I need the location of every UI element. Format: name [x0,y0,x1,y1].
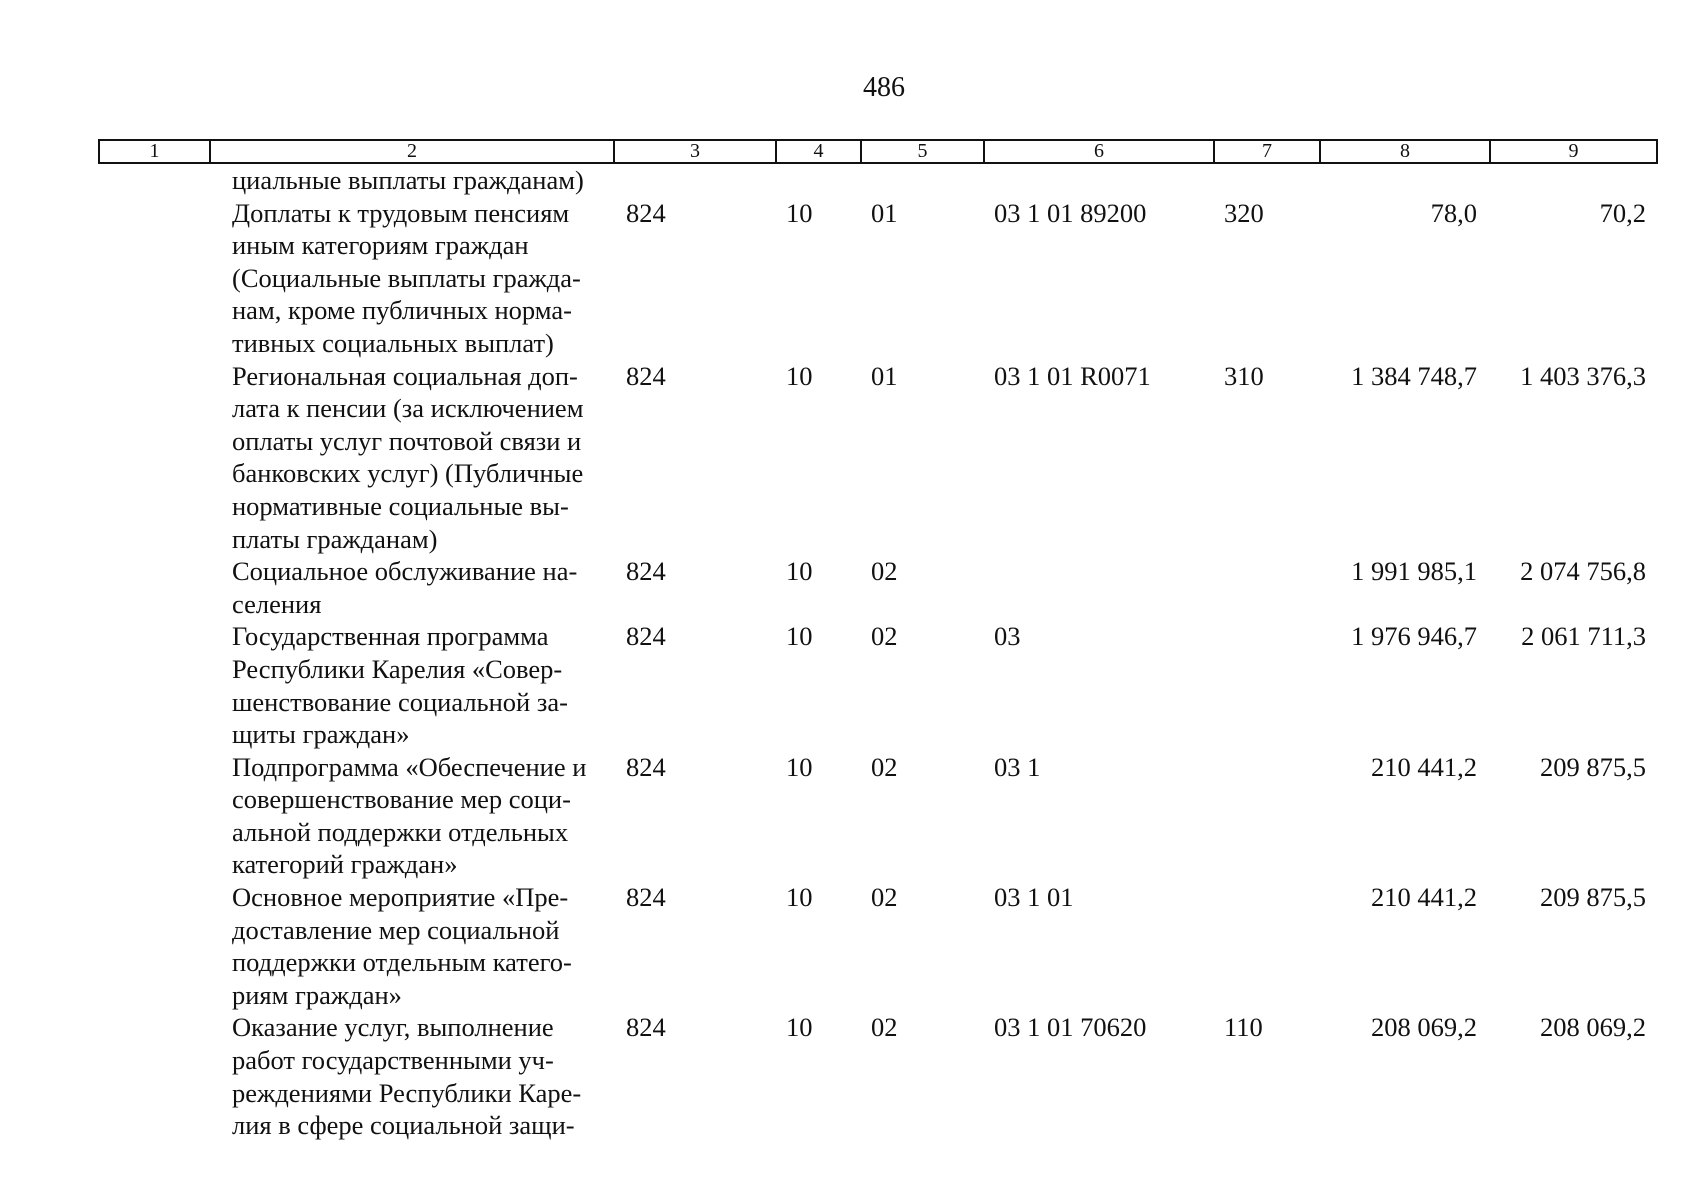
name-line: Региональная социальная доп- [232,360,578,391]
cell-name [209,620,613,750]
cell-amount-year-1: 1 991 985,1 [1351,556,1477,587]
name-line: Подпрограмма «Обеспечение и [232,751,587,782]
cell-target-article: 03 1 [994,751,1041,782]
cell-expense-type: 310 [1224,360,1264,391]
column-header-7: 7 [1215,141,1321,162]
cell-subsection: 02 [871,621,898,652]
name-line: категорий граждан» [232,849,458,880]
cell-subsection: 02 [871,751,898,782]
table-header [98,139,1658,164]
cell-target-article [983,555,1213,620]
cell-amount-year-2: 1 403 376,3 [1520,360,1646,391]
cell-target-article: 03 [994,621,1021,652]
name-line: селения [232,588,322,619]
table-row [98,164,1658,197]
cell-amount-year-2: 70,2 [1599,197,1646,228]
column-header-8: 8 [1321,141,1491,162]
table-row [98,881,1658,1011]
cell-amount-year-1: 208 069,2 [1371,1012,1477,1043]
cell-ministry-code: 824 [626,360,666,391]
cell-col-1 [98,555,209,620]
cell-expense-type [1213,164,1319,197]
cell-ministry-code: 824 [626,882,666,913]
name-line: Республики Карелия «Совер- [232,653,563,684]
cell-subsection: 02 [871,1012,898,1043]
column-header-3: 3 [615,141,777,162]
cell-ministry-code [613,164,775,197]
name-line: Социальное обслуживание на- [232,556,578,587]
cell-ministry-code: 824 [626,197,666,228]
cell-amount-year-2: 209 875,5 [1540,751,1646,782]
name-line: риям граждан» [232,979,402,1010]
cell-col-1 [98,1011,209,1141]
cell-section: 10 [786,1012,813,1043]
name-line: щиты граждан» [232,719,410,750]
cell-amount-year-2 [1489,164,1658,197]
cell-target-article: 03 1 01 89200 [994,197,1147,228]
name-line: нормативные социальные вы- [232,490,569,521]
name-line: иным категориям граждан [232,230,529,261]
cell-target-article: 03 1 01 R0071 [994,360,1151,391]
name-line: доставление мер социальной [232,914,560,945]
cell-ministry-code: 824 [626,751,666,782]
name-line: тивных социальных выплат) [232,327,554,358]
name-line: лия в сфере социальной защи- [232,1110,575,1141]
cell-subsection: 02 [871,556,898,587]
cell-target-article: 03 1 01 [994,882,1074,913]
cell-ministry-code: 824 [626,621,666,652]
cell-amount-year-1: 78,0 [1430,197,1477,228]
table-row [98,1011,1658,1141]
column-header-9: 9 [1568,140,1579,162]
cell-name [209,164,613,197]
column-header-4: 4 [777,141,862,162]
cell-amount-year-2: 2 074 756,8 [1520,556,1646,587]
name-line: Государственная программа [232,621,549,652]
cell-name [209,197,613,360]
table-body [98,164,1658,1142]
cell-name [209,751,613,881]
cell-amount-year-2: 208 069,2 [1540,1012,1646,1043]
name-line: Основное мероприятие «Пре- [232,882,569,913]
table-row [98,751,1658,881]
cell-col-1 [98,360,209,556]
cell-ministry-code: 824 [626,1012,666,1043]
column-header-6: 6 [985,141,1215,162]
cell-section: 10 [786,751,813,782]
cell-col-1 [98,751,209,881]
cell-section: 10 [786,882,813,913]
name-line: альной поддержки отдельных [232,816,569,847]
cell-name [209,1011,613,1141]
cell-amount-year-1: 210 441,2 [1371,882,1477,913]
cell-subsection: 02 [871,882,898,913]
cell-amount-year-1: 1 384 748,7 [1351,360,1477,391]
table-row [98,360,1658,556]
column-header-2: 2 [211,141,615,162]
name-line: реждениями Республики Каре- [232,1077,582,1108]
name-line: циальные выплаты гражданам) [232,165,584,195]
name-line: совершенствование мер соци- [232,784,571,815]
cell-subsection [860,164,983,197]
name-line: работ государственными уч- [232,1045,554,1076]
cell-expense-type [1213,881,1319,1011]
name-line: поддержки отдельным катего- [232,947,572,978]
cell-expense-type: 320 [1224,197,1264,228]
table-row [98,555,1658,620]
cell-section: 10 [786,621,813,652]
cell-amount-year-1 [1319,164,1489,197]
cell-expense-type [1213,555,1319,620]
name-line: Доплаты к трудовым пенсиям [232,197,570,228]
table-row [98,197,1658,360]
cell-ministry-code: 824 [626,556,666,587]
cell-section: 10 [786,360,813,391]
cell-section [775,164,860,197]
column-header-5: 5 [862,141,985,162]
column-header-1: 1 [100,141,211,162]
name-line: Оказание услуг, выполнение [232,1012,554,1043]
cell-amount-year-2: 2 061 711,3 [1521,621,1646,652]
name-line: нам, кроме публичных норма- [232,295,572,326]
cell-col-1 [98,164,209,197]
name-line: платы гражданам) [232,523,438,554]
cell-expense-type [1213,620,1319,750]
cell-section: 10 [786,556,813,587]
cell-amount-year-2: 209 875,5 [1540,882,1646,913]
name-line: (Социальные выплаты гражда- [232,262,581,293]
cell-target-article: 03 1 01 70620 [994,1012,1147,1043]
cell-amount-year-1: 210 441,2 [1371,751,1477,782]
name-line: шенствование социальной за- [232,686,568,717]
cell-name [209,881,613,1011]
name-line: лата к пенсии (за исключением [232,393,584,424]
cell-col-1 [98,881,209,1011]
cell-target-article [983,164,1213,197]
page-number: 486 [863,72,905,103]
cell-name [209,555,613,620]
cell-name [209,360,613,556]
cell-subsection: 01 [871,197,898,228]
table-row [98,620,1658,750]
cell-col-1 [98,620,209,750]
cell-amount-year-1: 1 976 946,7 [1351,621,1477,652]
cell-expense-type [1213,751,1319,881]
name-line: банковских услуг) (Публичные [232,458,584,489]
cell-section: 10 [786,197,813,228]
cell-expense-type: 110 [1224,1012,1263,1043]
cell-col-1 [98,197,209,360]
name-line: оплаты услуг почтовой связи и [232,425,582,456]
cell-subsection: 01 [871,360,898,391]
